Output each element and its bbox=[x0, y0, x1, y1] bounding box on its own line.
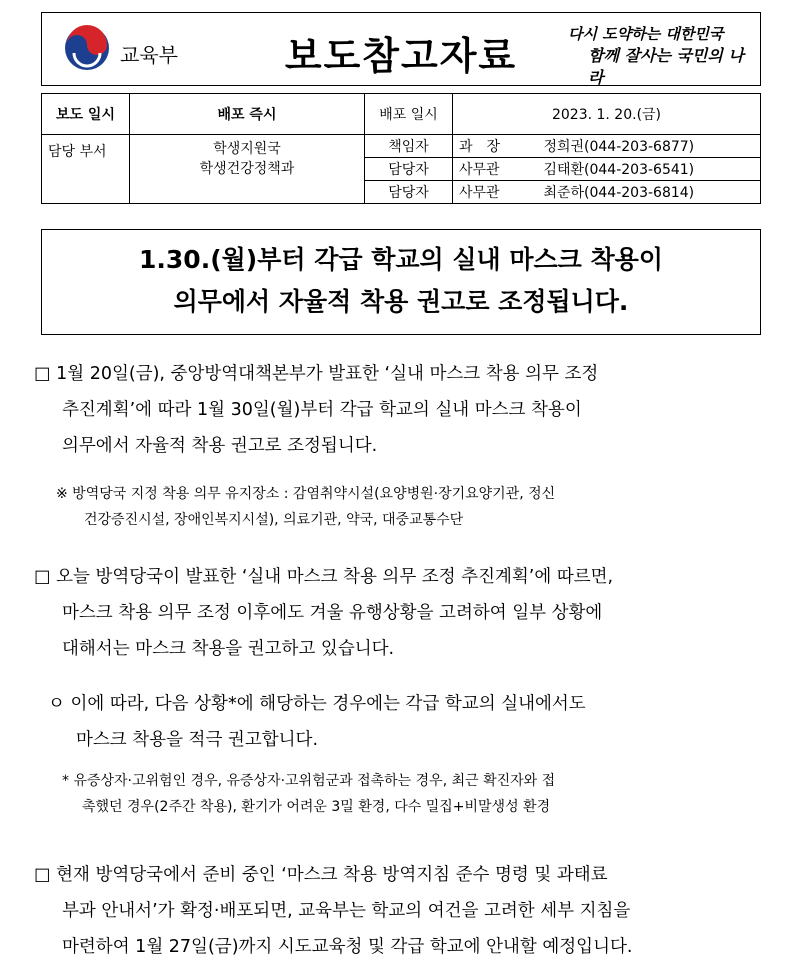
slogan-line-2: 함께 잘사는 국민의 나라 bbox=[588, 46, 744, 87]
paragraph-4-line-2: 부과 안내서’가 확정·배포되면, 교육부는 학교의 여건을 고려한 세부 지침을 bbox=[62, 901, 631, 921]
paragraph-2-line-3: 대해서는 마스크 착용을 권고하고 있습니다. bbox=[62, 639, 395, 659]
slogan-line-1: 다시 도약하는 대한민국 bbox=[568, 25, 724, 43]
release-value: 배포 즉시 bbox=[130, 94, 365, 135]
contact-role: 담당자 bbox=[365, 181, 453, 204]
government-slogan bbox=[562, 23, 747, 89]
headline-line-2: 의무에서 자율적 착용 권고로 조정됩니다. bbox=[173, 287, 629, 316]
note-2 bbox=[62, 768, 766, 820]
contact-role: 책임자 bbox=[365, 135, 453, 158]
contact-title: 사무관 bbox=[459, 185, 500, 201]
paragraph-1-line-1: □ 1월 20일(금), 중앙방역대책본부가 발표한 ‘실내 마스크 착용 의무 조정 bbox=[34, 364, 599, 384]
department-value bbox=[130, 135, 365, 204]
contact-name-phone: 최준하(044-203-6814) bbox=[543, 185, 695, 201]
paragraph-4-line-1: □ 현재 방역당국에서 준비 중인 ‘마스크 착용 방역지침 준수 명령 및 과태료 bbox=[34, 865, 608, 885]
headline-line-1: 1.30.(월)부터 각급 학교의 실내 마스크 착용이 bbox=[139, 245, 663, 274]
paragraph-3-line-1: ㅇ 이에 따라, 다음 상황*에 해당하는 경우에는 각급 학교의 실내에서도 bbox=[48, 694, 586, 714]
contact-row bbox=[42, 135, 761, 158]
department-line-1: 학생지원국 bbox=[213, 141, 281, 157]
contact-title: 사무관 bbox=[459, 162, 500, 178]
paragraph-3-line-2: 마스크 착용을 적극 권고합니다. bbox=[76, 730, 319, 750]
note-1-line-1: ※ 방역당국 지정 착용 의무 유지장소 : 감염취약시설(요양병원·장기요양기관, 정신 bbox=[56, 486, 556, 502]
paragraph-1-line-2: 추진계획’에 따라 1월 30일(월)부터 각급 학교의 실내 마스크 착용이 bbox=[62, 400, 582, 420]
release-info-table bbox=[41, 93, 761, 204]
distribution-date: 2023. 1. 20.(금) bbox=[453, 94, 761, 135]
paragraph-1 bbox=[34, 356, 764, 464]
release-row bbox=[42, 94, 761, 135]
contact-role: 담당자 bbox=[365, 158, 453, 181]
paragraph-2-line-2: 마스크 착용 의무 조정 이후에도 겨울 유행상황을 고려하여 일부 상황에 bbox=[62, 603, 603, 623]
headline-box bbox=[41, 229, 761, 335]
paragraph-2 bbox=[34, 559, 764, 667]
contact-name-phone: 김태환(044-203-6541) bbox=[543, 162, 695, 178]
department-line-2: 학생건강정책과 bbox=[199, 161, 295, 177]
paragraph-2-line-1: □ 오늘 방역당국이 발표한 ‘실내 마스크 착용 의무 조정 추진계획’에 따르면, bbox=[34, 567, 614, 587]
note-1 bbox=[56, 481, 766, 533]
note-1-line-2: 건강증진시설, 장애인복지시설), 의료기관, 약국, 대중교통수단 bbox=[84, 512, 464, 528]
contact-detail bbox=[453, 135, 761, 158]
note-2-line-2: 촉했던 경우(2주간 착용), 환기가 어려운 3밀 환경, 다수 밀집+비말생성 환경 bbox=[82, 799, 551, 815]
contact-name-phone: 정희권(044-203-6877) bbox=[543, 139, 695, 155]
distribution-label: 배포 일시 bbox=[365, 94, 453, 135]
department-label: 담당 부서 bbox=[42, 135, 130, 204]
header-box bbox=[41, 12, 761, 86]
note-2-line-1: * 유증상자·고위험인 경우, 유증상자·고위험군과 접촉하는 경우, 최근 확진자와 접 bbox=[62, 773, 556, 789]
ministry-name: 교육부 bbox=[120, 43, 178, 67]
paragraph-3 bbox=[48, 686, 764, 758]
paragraph-1-line-3: 의무에서 자율적 착용 권고로 조정됩니다. bbox=[62, 436, 378, 456]
paragraph-4 bbox=[34, 857, 764, 965]
release-label: 보도 일시 bbox=[42, 94, 130, 135]
paragraph-4-line-3: 마련하여 1월 27일(금)까지 시도교육청 및 각급 학교에 안내할 예정입니다. bbox=[62, 937, 633, 957]
contact-detail bbox=[453, 158, 761, 181]
document-type-title: 보도참고자료 bbox=[284, 34, 518, 78]
contact-title: 과 장 bbox=[459, 139, 501, 155]
contact-detail bbox=[453, 181, 761, 204]
